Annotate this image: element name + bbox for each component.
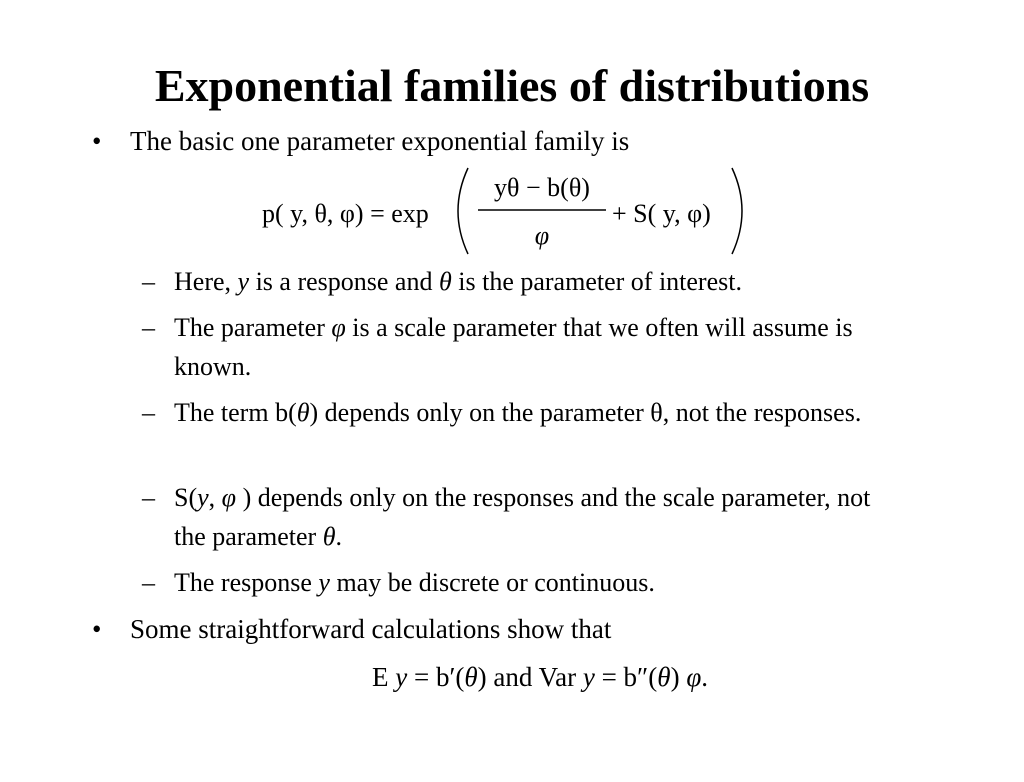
text: ) depends only on the responses and the scale parameter, not the parameter	[174, 483, 871, 551]
dash-mark: –	[142, 398, 155, 427]
text: The term b(	[174, 398, 297, 427]
math-y: y	[237, 267, 250, 296]
bullet-2	[92, 612, 611, 647]
math-y: y	[395, 662, 408, 692]
formula-numerator: yθ − b(θ)	[494, 173, 590, 202]
math-y: y	[197, 483, 209, 512]
left-paren	[458, 168, 468, 254]
text: S(	[174, 483, 198, 512]
slide-title: Exponential families of distributions	[154, 60, 870, 111]
text: = b″(	[594, 662, 658, 692]
dash-mark: –	[142, 267, 155, 296]
right-paren	[732, 168, 742, 254]
bullet-text: Some straightforward calculations show that	[130, 614, 612, 644]
text: ) and Var	[477, 662, 583, 692]
bullet-1	[92, 124, 629, 159]
text: is a response and	[249, 267, 439, 296]
math-phi: φ	[331, 313, 346, 342]
formula-denominator: φ	[534, 221, 550, 250]
sub-item-1	[142, 262, 902, 301]
text: ,	[208, 483, 222, 512]
dash-mark: –	[142, 568, 155, 597]
text: may be discrete or continuous.	[329, 568, 655, 597]
sub-item-5	[142, 563, 902, 602]
text: = b′(	[407, 662, 465, 692]
text: .	[701, 662, 708, 692]
math-theta: θ	[657, 662, 671, 692]
math-phi: φ	[686, 662, 702, 692]
text: .	[335, 522, 342, 551]
text: ) depends only on the parameter θ, not the responses.	[309, 398, 862, 427]
text: )	[670, 662, 687, 692]
text: E	[372, 662, 396, 692]
text: Here,	[174, 267, 238, 296]
formula-rhs: + S( y, φ)	[612, 199, 711, 228]
math-theta: θ	[296, 398, 310, 427]
sub-item-3	[142, 393, 902, 432]
bullet-text: The basic one parameter exponential family is	[130, 126, 630, 156]
exponential-family-formula	[250, 162, 770, 260]
math-theta: θ	[322, 522, 336, 551]
math-y: y	[582, 662, 595, 692]
dash-mark: –	[142, 313, 155, 342]
math-theta: θ	[464, 662, 478, 692]
sub-item-4	[142, 478, 902, 556]
dash-mark: –	[142, 483, 155, 512]
math-theta: θ	[438, 267, 452, 296]
sub-item-2	[142, 308, 902, 386]
bullet-mark: •	[92, 126, 102, 156]
math-phi: φ	[221, 483, 237, 512]
formula-lhs: p( y, θ, φ) = exp	[262, 199, 429, 228]
moments-formula	[0, 662, 1024, 693]
bullet-mark: •	[92, 614, 102, 644]
text: The parameter	[174, 313, 332, 342]
math-y: y	[318, 568, 330, 597]
text: is a scale parameter that we often will assume is known.	[174, 313, 853, 381]
text: is the parameter of interest.	[451, 267, 742, 296]
text: The response	[174, 568, 319, 597]
